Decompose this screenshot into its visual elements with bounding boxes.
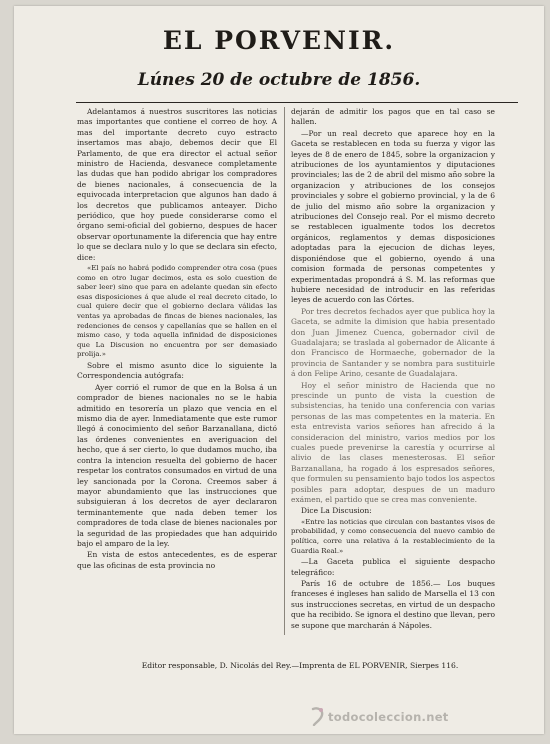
quote-paragraph: Ayer corrió el rumor de que en la Bolsa á un comprador de bienes nacionales no se le habia admitido en tesorería un plazo que vencia en el mismo dia de ayer. Inmediatamente que este rumor llegó á conocimiento del señor Barzanallana, dictó las órdenes convenientes en averiguacion del hecho, que á ser cierto, lo que dudamos mucho, iba contra la intencion resuelta del gobierno de hacer respetar los contratos consumados en virtud de una ley sancionada por la Corona. Creemos saber á mayor abundamiento que las instrucciones que subsiguieran á los decretos de ayer declararon terminantemente que nada deben temer los compradores de toda clase de bienes nacionales por la seguridad de las propiedades que han adquirido bajo el amparo de la ley. [77, 382, 277, 548]
watermark-logo-icon [310, 706, 326, 726]
masthead: EL PORVENIR. [162, 26, 396, 55]
right-column [291, 107, 495, 632]
article-paragraph: —Por un real decreto que aparece hoy en la Gaceta se restablecen en toda su fuerza y vigor las leyes de 8 de enero de 1845, sobre la organizacion y atribuciones de los ayuntamientos y diputaciones provinciales; las de 2 de abril del mismo año sobre la organizacion y atribuciones de los consejos provinciales y sobre el gobierno provincial, y la de 6 de julio del mismo año sobre la organizacion y atribuciones del Consejo real. Por el mismo decreto se restablecen igualmente todos los decretos orgánicos, reglamentos y demas disposiciones adoptadas para la ejecucion de dichas leyes, disponiéndose que el gobierno, oyendo á una comision formada de personas competentes y experimentadas propondrá á S. M. las reformas que hubiere necesidad de introducir en las referidas leyes de acuerdo con las Córtes. [291, 128, 495, 305]
column-divider [284, 107, 285, 635]
article-paragraph: dejarán de admitir los pagos que en tal caso se hallen. [291, 107, 495, 127]
quote-paragraph: «Entre las noticias que circulan con bastantes visos de probabilidad, y como consecuencia del nuevo cambio de política, corre una relativa á la restablecimiento de la Guardia Real.» [291, 517, 495, 555]
left-column [77, 107, 277, 572]
article-paragraph: Dice La Discusion: [301, 506, 372, 516]
article-paragraph: Sobre el mismo asunto dice lo siguiente la Correspondencia autógrafa: [77, 361, 277, 381]
imprint-footer: Editor responsable, D. Nicolás del Rey.—Imprenta de EL PORVENIR, Sierpes 116. [141, 661, 459, 670]
article-paragraph: Adelantamos á nuestros suscritores las noticias mas importantes que contiene el correo de hoy. A mas del importante decreto cuyo estracto insertamos mas abajo, debemos decir que El Parlamento, de que era director el actual señor ministro de Hacienda, desvanece completamente las dudas que han podido abrigar los compradores de bienes nacionales, á consecuencia de la equivocada interpretacion que algunos han dado á los decretos que publicamos anteayer. Dicho periódico, que hoy puede considerarse como el órgano semi-oficial del gobierno, despues de hacer observar oportunamente la diferencia que hay entre lo que se declara nulo y lo que se declara sin efecto, dice: [77, 107, 277, 262]
newspaper-page [14, 6, 544, 734]
article-paragraph: Hoy el señor ministro de Hacienda que no prescinde un punto de vista la cuestion de subsistencias, ha tenido una conferencia con varias personas de las mas competentes en la materia. En esta entrevista varios señores han afrecido á la consideracion del ministro, varios medios por los cuales puede prevenirse la carestía y ocurrirse al alivio de las clases menesterosas. El señor Barzanallana, ha rogado á los espresados señores, que formulen su pensamiento bajo todos los aspectos posibles para adoptar, despues de un maduro exámen, el partido que se crea mas conveniente. [291, 380, 495, 505]
dateline: Lúnes 20 de octubre de 1856. [137, 70, 421, 90]
article-paragraph: Por tres decretos fechados ayer que publica hoy la Gaceta, se admite la dimision que habia presentado don Juan Jimenez Cuenca, gobernador civil de Guadalajara; se traslada al gobernador de Alicante á don Francisco de Hormaeche, gobernador de la provincia de Santander y se nombra para sustituirle á don Felipe Arino, cesante de Guadalajara. [291, 306, 495, 379]
watermark-text: todocoleccion.net [328, 710, 449, 724]
article-paragraph: —La Gaceta publica el siguiente despacho telegráfico: [291, 557, 495, 577]
quote-paragraph: «El país no habrá podido comprender otra cosa (pues como en otro lugar decimos, esta es solo cuestion de saber leer) sino que para en adelante quedan sin efecto esas disposiciones á que alude el real decreto citado, lo cual quiere decir que el gobierno declara válidas las ventas ya aprobadas de fincas de bienes nacionales, las redenciones de censos y capellanías que se hallen en el mismo caso, y toda aquella infinidad de disposiciones que La Discusion no encuentra por ser demasiado prolija.» [77, 264, 277, 359]
header-rule [76, 102, 518, 103]
telegram-paragraph: París 16 de octubre de 1856.— Los buques franceses é ingleses han salido de Marsella el 13 con sus instrucciones secretas, en virtud de un despacho que ha recibido. Se ignora el destino que llevan, pero se supone que marcharán á Nápoles. [291, 579, 495, 630]
article-paragraph: En vista de estos antecedentes, es de esperar que las oficinas de esta provincia no [77, 550, 277, 570]
